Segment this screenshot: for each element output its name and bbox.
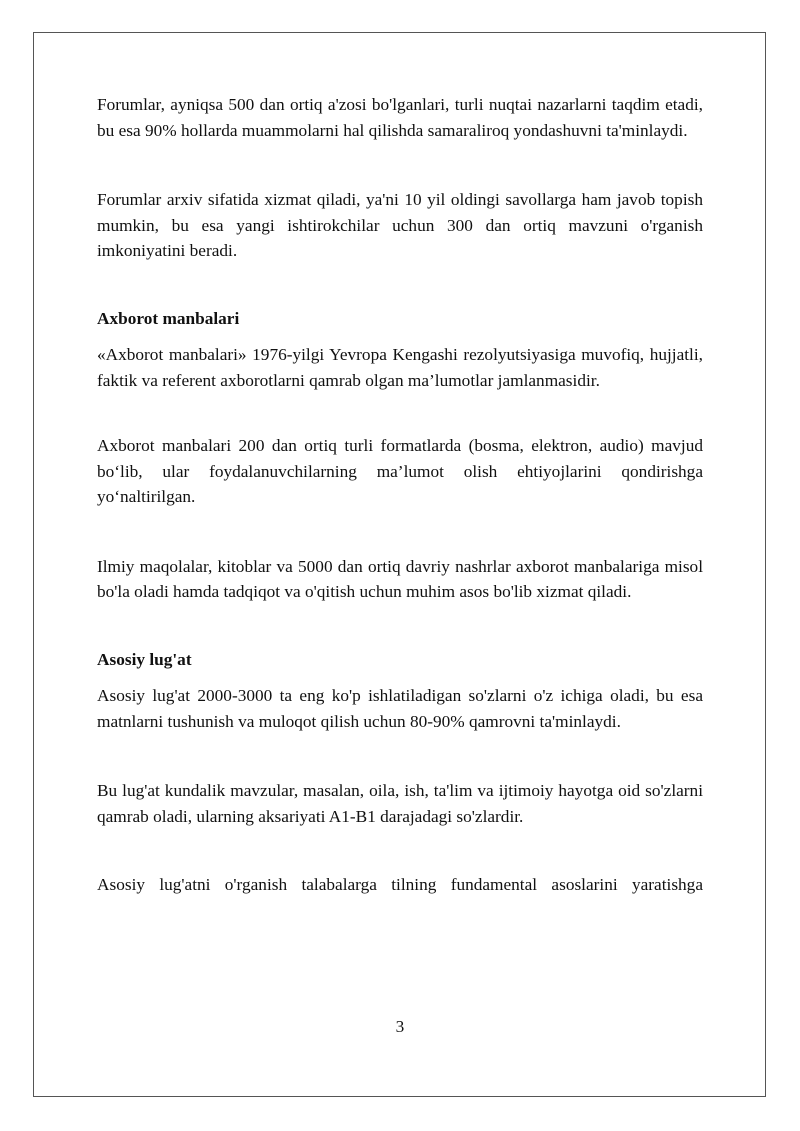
- heading-axborot-manbalari: Axborot manbalari: [97, 308, 240, 328]
- paragraph-axborot-definition: «Axborot manbalari» 1976-yilgi Yevropa Kengashi rezolyutsiyasiga muvofiq, hujjatli, faktik va referent axborotlarni qamrab olgan ma’lumotlar jamlanmasidir.: [97, 345, 703, 390]
- paragraph-forums-archive: Forumlar arxiv sifatida xizmat qiladi, ya'ni 10 yil oldingi savollarga ham javob topish mumkin, bu esa yangi ishtirokchilar uchun 300 dan ortiq mavzuni o'rganish imkoniyatini beradi.: [97, 190, 703, 260]
- paragraph-lugat-coverage: Asosiy lug'at 2000-3000 ta eng ko'p ishlatiladigan so'zlarni o'z ichiga oladi, bu esa matnlarni tushunish va muloqot qilish uchun 80-90% qamrovni ta'minlaydi.: [97, 686, 703, 731]
- paragraph-lugat-learning: Asosiy lug'atni o'rganish talabalarga tilning fundamental asoslarini yaratishga: [97, 875, 703, 894]
- heading-asosiy-lugat: Asosiy lug'at: [97, 649, 192, 669]
- paragraph-axborot-examples: Ilmiy maqolalar, kitoblar va 5000 dan ortiq davriy nashrlar axborot manbalariga misol bo'la oladi hamda tadqiqot va o'qitish uchun muhim asos bo'lib xizmat qiladi.: [97, 556, 703, 601]
- paragraph-lugat-topics: Bu lug'at kundalik mavzular, masalan, oila, ish, ta'lim va ijtimoiy hayotga oid so'zlarni qamrab oladi, ularning aksariyati A1-B1 darajadagi so'zlardir.: [97, 781, 703, 826]
- document-body: [97, 92, 703, 898]
- paragraph-axborot-formats: Axborot manbalari 200 dan ortiq turli formatlarda (bosma, elektron, audio) mavjud bo‘lib, ular foydalanuvchilarning ma’lumot olish ehtiyojlarini qondirishga yo‘naltirilgan.: [97, 436, 703, 506]
- page-number: 3: [395, 1017, 405, 1036]
- paragraph-forums-perspectives: Forumlar, ayniqsa 500 dan ortiq a'zosi bo'lganlari, turli nuqtai nazarlarni taqdim etadi, bu esa 90% hollarda muammolarni hal qilishda samaraliroq yondashuvni ta'minlaydi.: [97, 95, 703, 140]
